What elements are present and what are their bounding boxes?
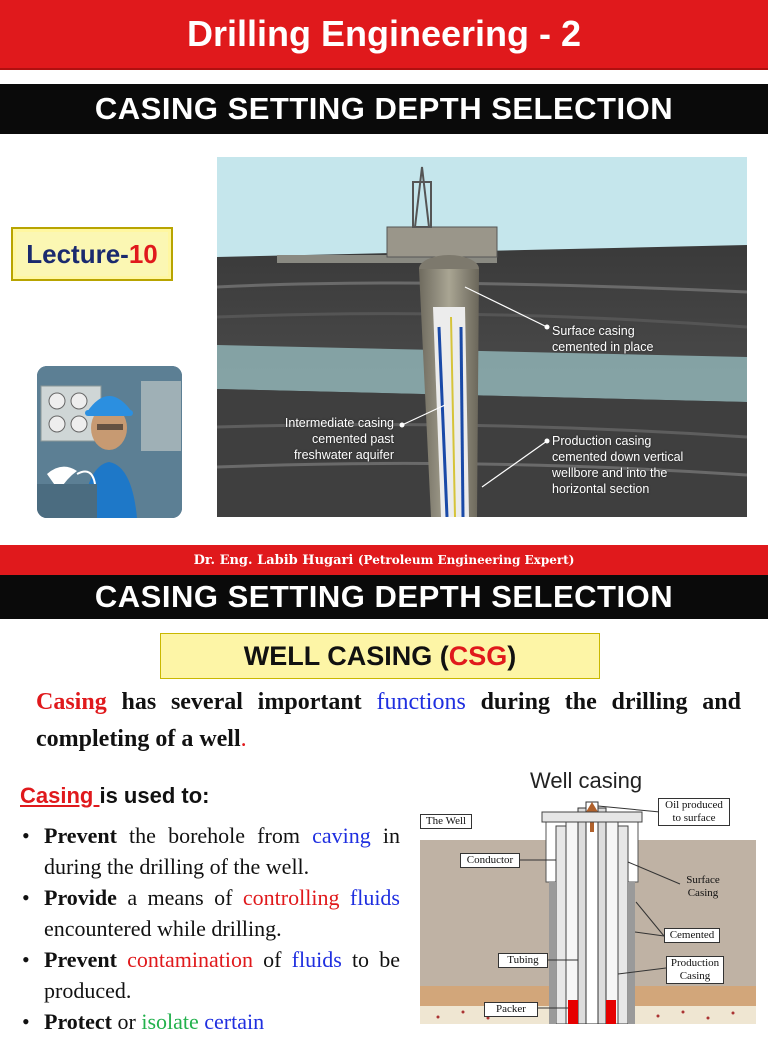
the-well-label: The Well <box>420 814 472 829</box>
list-item: • Provide a means of controlling fluids encountered while drilling. <box>20 882 400 944</box>
casing-uses-heading: Casing is used to: <box>20 783 210 808</box>
production-casing-label: Production casing cemented down vertical wellbore and into the horizontal section <box>552 434 684 496</box>
intro-paragraph: Casing has several important functions during the drilling and completing of a well. <box>36 689 741 752</box>
casing-illustration <box>217 157 747 517</box>
lecture-badge <box>11 227 173 281</box>
cemented-label: Cemented <box>664 928 720 943</box>
course-title: Drilling Engineering - 2 <box>0 0 768 70</box>
slide-subtitle: CASING SETTING DEPTH SELECTION <box>0 84 768 134</box>
production-casing-label-2: Production Casing <box>666 956 724 984</box>
tubing-label: Tubing <box>498 953 548 968</box>
well-casing-diagram <box>418 762 758 1024</box>
packer-label: Packer <box>484 1002 538 1017</box>
surface-casing-label: Surface casing cemented in place <box>552 324 654 354</box>
well-casing-diagram-title: Well casing <box>530 768 643 793</box>
slide-2-header: CASING SETTING DEPTH SELECTION <box>0 575 768 619</box>
author-photo <box>37 366 182 518</box>
uses-list <box>20 820 400 1037</box>
well-casing-title: WELL CASING (CSG) <box>160 633 600 679</box>
lecture-label: Lecture- <box>26 239 129 269</box>
lecture-number: 10 <box>128 239 158 269</box>
author-name: Dr. Eng. Labib Hugari <box>193 553 354 568</box>
list-item: • Protect or isolate certain <box>20 1006 400 1037</box>
list-item: • Prevent the borehole from caving in during the drilling of the well. <box>20 820 400 882</box>
oil-produced-label: Oil produced to surface <box>658 798 730 826</box>
author-credit <box>0 545 768 575</box>
conductor-label: Conductor <box>460 853 520 868</box>
author-role: (Petroleum Engineering Expert) <box>357 553 575 567</box>
surface-casing-label-2: Surface Casing <box>686 874 720 899</box>
list-item: • Prevent contamination of fluids to be produced. <box>20 944 400 1006</box>
intermediate-casing-label: Intermediate casing cemented past freshwater aquifer <box>284 416 394 462</box>
